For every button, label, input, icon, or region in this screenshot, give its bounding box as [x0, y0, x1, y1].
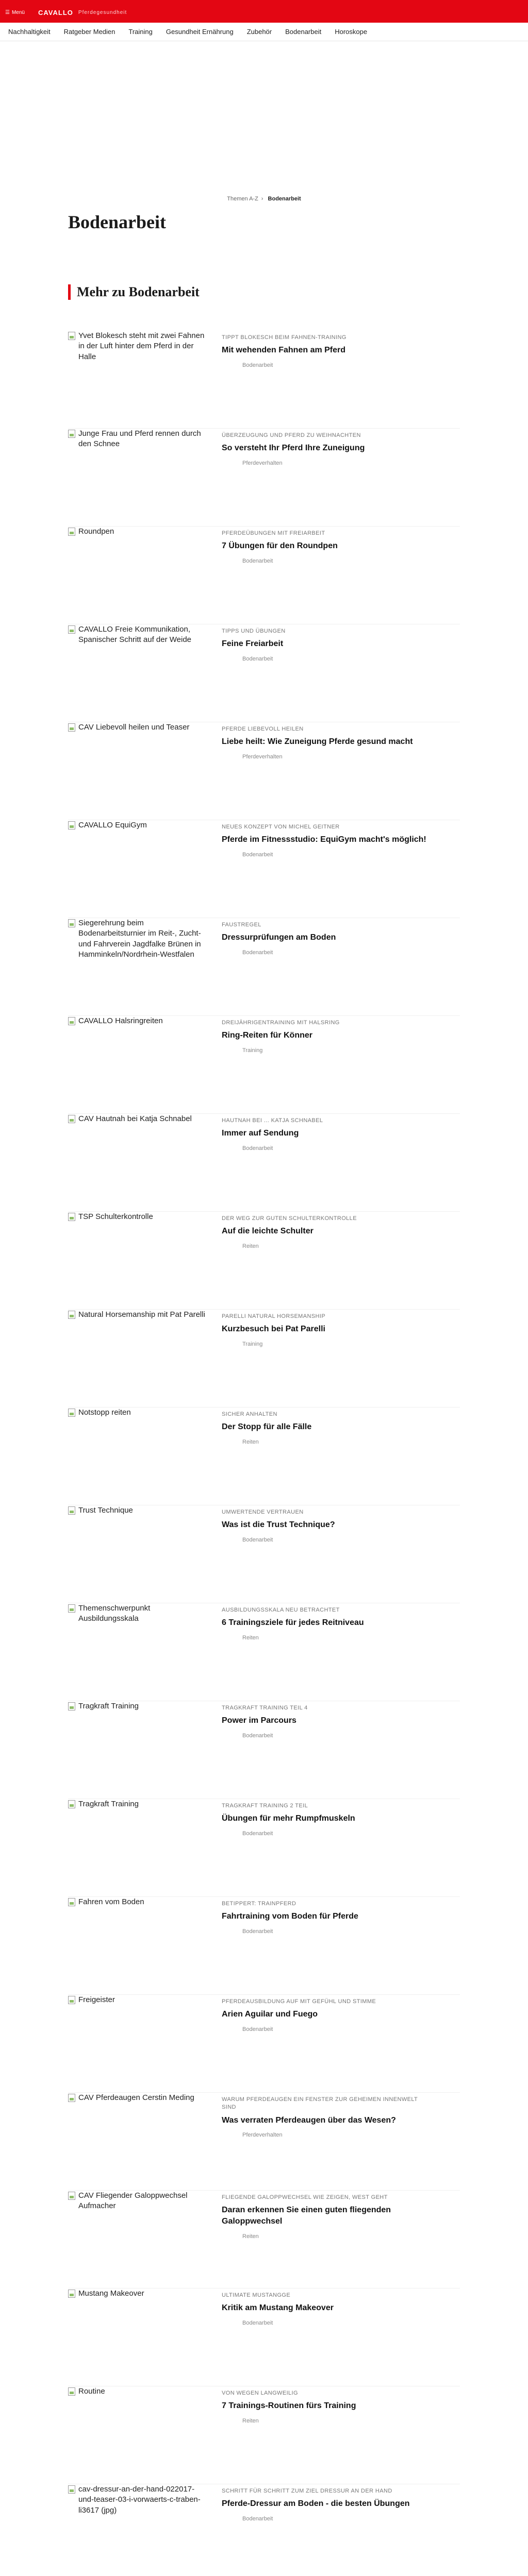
brand-logo[interactable]: [30, 2, 528, 23]
article-meta: [222, 722, 428, 820]
image-icon: [68, 1898, 75, 1906]
article-image[interactable]: [68, 2289, 207, 2355]
article-image[interactable]: [68, 722, 207, 789]
image-icon: [68, 1017, 75, 1025]
article-teaser[interactable]: [68, 1701, 460, 1799]
article-meta: [222, 1897, 428, 1994]
article-teaser[interactable]: [68, 1212, 460, 1310]
breadcrumb-current: Bodenarbeit: [268, 196, 301, 202]
article-meta: [222, 1799, 428, 1896]
article-headline[interactable]: 7 Trainings-Routinen fürs Training: [222, 2401, 356, 2411]
article-kicker: ULTIMATE MUSTANGGE: [222, 2292, 291, 2298]
article-meta: [222, 1212, 428, 1309]
article-teaser[interactable]: [68, 1505, 460, 1603]
nav-item[interactable]: Nachhaltigkeit: [8, 28, 51, 36]
article-tag[interactable]: Bodenarbeit: [242, 1732, 273, 1739]
article-image[interactable]: [68, 429, 207, 496]
article-kicker: PFERDE LIEBEVOLL HEILEN: [222, 726, 304, 732]
article-headline[interactable]: Arien Aguilar und Fuego: [222, 2010, 318, 2019]
article-teaser[interactable]: [68, 1995, 460, 2093]
article-meta: [222, 331, 428, 428]
article-image-alt: Freigeister: [78, 1995, 115, 2004]
article-teaser[interactable]: [68, 527, 460, 624]
article-meta: [222, 1603, 428, 1701]
article-headline[interactable]: So versteht Ihr Pferd Ihre Zuneigung: [222, 444, 365, 453]
article-meta: [222, 1505, 428, 1603]
image-icon: [68, 821, 75, 829]
article-meta: [222, 624, 428, 722]
article-image[interactable]: [68, 2484, 207, 2551]
article-teaser[interactable]: [68, 2191, 460, 2289]
article-teaser[interactable]: [68, 2093, 460, 2191]
article-image-alt: Mustang Makeover: [78, 2289, 144, 2298]
article-image-alt: CAV Pferdeaugen Cerstin Meding: [78, 2093, 194, 2102]
article-teaser[interactable]: [68, 2386, 460, 2484]
article-kicker: TIPPT BLOKESCH BEIM FAHNEN-TRAINING: [222, 334, 346, 341]
image-icon: [68, 723, 75, 732]
article-image-alt: Themenschwerpunkt Ausbildungsskala: [78, 1604, 151, 1623]
article-headline[interactable]: Daran erkennen Sie einen guten fliegenden Galoppwechsel: [222, 2206, 391, 2226]
article-teaser[interactable]: [68, 918, 460, 1016]
article-image[interactable]: [68, 1408, 207, 1475]
article-tag[interactable]: Pferdeverhalten: [242, 460, 283, 466]
article-headline[interactable]: Pferde im Fitnessstudio: EquiGym macht's möglich!: [222, 835, 426, 844]
article-image-alt: Fahren vom Boden: [78, 1897, 144, 1906]
article-image-alt: Tragkraft Training: [78, 1702, 139, 1710]
article-meta: [222, 1310, 428, 1407]
image-icon: [68, 2290, 75, 2298]
article-kicker: BETIPPERT: TRAINPFERD: [222, 1901, 296, 1907]
article-teaser[interactable]: [68, 1408, 460, 1505]
section-accent-bar: [68, 284, 71, 300]
article-teaser[interactable]: [68, 820, 460, 918]
article-kicker: WARUM PFERDEAUGEN EIN FENSTER ZUR GEHEIMEN INNENWELT SIND: [222, 2096, 418, 2111]
article-kicker: HAUTNAH BEI ... KATJA SCHNABEL: [222, 1117, 323, 1124]
image-icon: [68, 1506, 75, 1515]
image-icon: [68, 2094, 75, 2102]
article-teaser[interactable]: [68, 1603, 460, 1701]
article-image-alt: Yvet Blokesch steht mit zwei Fahnen in der Luft hinter dem Pferd in der Halle: [78, 331, 205, 361]
article-teaser[interactable]: [68, 331, 460, 429]
article-meta: [222, 2386, 428, 2484]
article-tag[interactable]: Bodenarbeit: [242, 1145, 273, 1151]
article-kicker: SICHER ANHALTEN: [222, 1411, 277, 1417]
article-headline[interactable]: Dressurprüfungen am Boden: [222, 933, 336, 942]
article-image[interactable]: [68, 1603, 207, 1670]
section-title: [68, 284, 460, 300]
nav-item[interactable]: Training: [128, 28, 153, 36]
article-teaser[interactable]: [68, 2289, 460, 2386]
article-image-alt: Natural Horsemanship mit Pat Parelli: [78, 1310, 205, 1319]
image-icon: [68, 2387, 75, 2396]
article-meta: [222, 1995, 428, 2092]
article-kicker: FAUSTREGEL: [222, 922, 261, 928]
menu-label: Menü: [11, 9, 25, 15]
article-teaser[interactable]: [68, 1016, 460, 1114]
article-headline[interactable]: Was ist die Trust Technique?: [222, 1520, 335, 1530]
article-teaser[interactable]: [68, 429, 460, 527]
article-image[interactable]: [68, 1212, 207, 1279]
image-icon: [68, 1604, 75, 1613]
article-kicker: FLIEGENDE GALOPPWECHSEL WIE ZEIGEN, WEST GEHT: [222, 2194, 388, 2200]
nav-item[interactable]: Ratgeber Medien: [63, 28, 116, 36]
article-headline[interactable]: Was verraten Pferdeaugen über das Wesen?: [222, 2115, 396, 2125]
breadcrumb: Themen A-Z › Bodenarbeit: [227, 196, 301, 202]
brand-name: CAVALLO: [38, 8, 73, 16]
nav-item[interactable]: Zubehör: [246, 28, 272, 36]
article-kicker: SCHRITT FÜR SCHRITT ZUM ZIEL DRESSUR AN DER HAND: [222, 2488, 392, 2494]
article-meta: [222, 1016, 428, 1113]
image-icon: [68, 1702, 75, 1710]
article-headline[interactable]: Mit wehenden Fahnen am Pferd: [222, 346, 346, 355]
article-meta: [222, 1114, 428, 1211]
article-kicker: VON WEGEN LANGWEILIG: [222, 2390, 298, 2396]
article-kicker: PARELLI NATURAL HORSEMANSHIP: [222, 1313, 326, 1319]
article-headline[interactable]: Kritik am Mustang Makeover: [222, 2303, 334, 2313]
image-icon: [68, 1800, 75, 1808]
article-tag[interactable]: Bodenarbeit: [242, 362, 273, 368]
article-headline[interactable]: Fahrtraining vom Boden für Pferde: [222, 1912, 358, 1921]
page-title: Bodenarbeit: [68, 212, 167, 232]
article-teaser[interactable]: [68, 2484, 460, 2576]
article-teaser[interactable]: [68, 1310, 460, 1408]
article-tag[interactable]: Bodenarbeit: [242, 2319, 273, 2326]
article-meta: [222, 2093, 428, 2190]
article-kicker: AUSBILDUNGSSKALA NEU BETRACHTET: [222, 1607, 340, 1613]
breadcrumb-home[interactable]: Themen A-Z: [227, 196, 258, 202]
article-headline[interactable]: Der Stopp für alle Fälle: [222, 1422, 312, 1432]
article-meta: [222, 820, 428, 918]
article-tag[interactable]: Bodenarbeit: [242, 851, 273, 858]
image-icon: [68, 1115, 75, 1123]
article-meta: [222, 2289, 428, 2386]
article-meta: [222, 527, 428, 624]
article-image-alt: cav-dressur-an-der-hand-022017-und-teaser-03-i-vorwaerts-c-traben-li3617 (jpg): [78, 2485, 201, 2515]
article-meta: [222, 2191, 428, 2288]
brand-bar: [0, 2, 528, 23]
image-icon: [68, 1996, 75, 2004]
article-image[interactable]: [68, 527, 207, 594]
article-tag[interactable]: Reiten: [242, 1438, 259, 1445]
image-icon: [68, 919, 75, 927]
article-image[interactable]: [68, 1897, 207, 1964]
image-icon: [68, 2485, 75, 2494]
article-kicker: DREIJÄHRIGENTRAINING MIT HALSRING: [222, 1020, 340, 1026]
image-icon: [68, 625, 75, 634]
article-image[interactable]: [68, 1310, 207, 1377]
article-image-alt: CAVALLO Halsringreiten: [78, 1016, 163, 1025]
article-headline[interactable]: Ring-Reiten für Könner: [222, 1031, 312, 1040]
image-icon: [68, 1213, 75, 1221]
article-kicker: UMWERTENDE VERTRAUEN: [222, 1509, 304, 1515]
article-teaser[interactable]: [68, 624, 460, 722]
article-teaser[interactable]: [68, 1114, 460, 1212]
article-headline[interactable]: Liebe heilt: Wie Zuneigung Pferde gesund macht: [222, 737, 413, 747]
article-teaser[interactable]: [68, 722, 460, 820]
article-headline[interactable]: 6 Trainingsziele für jedes Reitniveau: [222, 1618, 364, 1628]
image-icon: [68, 528, 75, 536]
article-meta: [222, 918, 428, 1015]
article-image-alt: CAV Liebevoll heilen und Teaser: [78, 723, 190, 732]
article-tag[interactable]: Bodenarbeit: [242, 1928, 273, 1935]
nav-item[interactable]: Bodenarbeit: [285, 28, 322, 36]
article-tag[interactable]: Bodenarbeit: [242, 1536, 273, 1543]
nav-item[interactable]: Gesundheit Ernährung: [166, 28, 234, 36]
article-tag[interactable]: Bodenarbeit: [242, 1830, 273, 1837]
article-image-alt: CAVALLO EquiGym: [78, 821, 147, 829]
article-tag[interactable]: Bodenarbeit: [242, 2515, 273, 2522]
article-headline[interactable]: Feine Freiarbeit: [222, 639, 284, 649]
article-image-alt: Notstopp reiten: [78, 1408, 131, 1417]
article-image-alt: CAVALLO Freie Kommunikation, Spanischer Schritt auf der Weide: [78, 625, 192, 645]
article-image[interactable]: [68, 918, 207, 985]
article-image[interactable]: [68, 1799, 207, 1866]
article-image[interactable]: [68, 624, 207, 691]
article-image-alt: CAV Fliegender Galoppwechsel Aufmacher: [78, 2191, 188, 2211]
brand-sub: Pferdegesundheit: [78, 9, 127, 15]
article-kicker: TRAGKRAFT TRAINING 2 TEIL: [222, 1803, 308, 1809]
article-image-alt: Siegerehrung beim Bodenarbeitsturnier im Reit-, Zucht- und Fahrverein Jagdfalke Brünen in Hamminkeln/Nordrhein-Westfalen: [78, 919, 201, 959]
image-icon: [68, 1409, 75, 1417]
main-content: [68, 41, 460, 2576]
article-headline[interactable]: Kurzbesuch bei Pat Parelli: [222, 1325, 325, 1334]
article-image-alt: TSP Schulterkontrolle: [78, 1212, 153, 1221]
article-image[interactable]: [68, 2093, 207, 2160]
article-image-alt: Routine: [78, 2387, 105, 2396]
article-image[interactable]: [68, 331, 207, 398]
nav-item[interactable]: Horoskope: [335, 28, 368, 36]
article-meta: [222, 429, 428, 526]
article-tag[interactable]: Reiten: [242, 1634, 259, 1641]
main-nav: [0, 23, 528, 41]
article-image[interactable]: [68, 2191, 207, 2258]
article-tag[interactable]: Bodenarbeit: [242, 655, 273, 662]
article-meta: [222, 1701, 428, 1799]
image-icon: [68, 430, 75, 438]
image-icon: [68, 1311, 75, 1319]
article-headline[interactable]: 7 Übungen für den Roundpen: [222, 541, 338, 551]
image-icon: [68, 332, 75, 340]
article-image-alt: Roundpen: [78, 527, 114, 536]
article-headline[interactable]: Immer auf Sendung: [222, 1129, 299, 1138]
article-kicker: DER WEG ZUR GUTEN SCHULTERKONTROLLE: [222, 1215, 357, 1222]
article-tag[interactable]: Reiten: [242, 2233, 259, 2240]
article-image[interactable]: [68, 1701, 207, 1768]
article-tag[interactable]: Bodenarbeit: [242, 557, 273, 564]
article-teaser[interactable]: [68, 1799, 460, 1897]
image-icon: [68, 2192, 75, 2200]
article-meta: [222, 2484, 428, 2576]
article-meta: [222, 1408, 428, 1505]
article-image[interactable]: [68, 1114, 207, 1181]
article-kicker: TIPPS UND ÜBUNGEN: [222, 628, 286, 634]
article-image-alt: Tragkraft Training: [78, 1800, 139, 1808]
article-teaser[interactable]: [68, 1897, 460, 1995]
article-tag[interactable]: Training: [242, 1047, 263, 1054]
article-headline[interactable]: Übungen für mehr Rumpfmuskeln: [222, 1814, 355, 1823]
article-image[interactable]: [68, 1505, 207, 1572]
article-kicker: ÜBERZEUGUNG UND PFERD ZU WEIHNACHTEN: [222, 432, 361, 438]
article-image-alt: CAV Hautnah bei Katja Schnabel: [78, 1114, 192, 1123]
article-image-alt: Junge Frau und Pferd rennen durch den Schnee: [78, 429, 201, 449]
article-kicker: PFERDEAUSBILDUNG AUF MIT GEFÜHL UND STIMME: [222, 1998, 376, 2005]
article-kicker: TRAGKRAFT TRAINING TEIL 4: [222, 1705, 308, 1711]
article-list: [68, 331, 460, 2576]
article-tag[interactable]: Bodenarbeit: [242, 2026, 273, 2032]
article-headline[interactable]: Power im Parcours: [222, 1716, 296, 1725]
article-tag[interactable]: Reiten: [242, 1243, 259, 1249]
article-image[interactable]: [68, 1995, 207, 2062]
article-headline[interactable]: Pferde-Dressur am Boden - die besten Übungen: [222, 2499, 410, 2509]
article-image-alt: Trust Technique: [78, 1506, 133, 1515]
article-kicker: NEUES KONZEPT VON MICHEL GEITNER: [222, 824, 340, 830]
article-image[interactable]: [68, 2386, 207, 2453]
article-kicker: PFERDEÜBUNGEN MIT FREIARBEIT: [222, 530, 325, 536]
article-headline[interactable]: Auf die leichte Schulter: [222, 1227, 314, 1236]
hamburger-icon: ☰: [5, 9, 10, 15]
article-tag[interactable]: Bodenarbeit: [242, 949, 273, 956]
section-title-text: Mehr zu Bodenarbeit: [77, 284, 200, 299]
article-image[interactable]: [68, 1016, 207, 1083]
article-image[interactable]: [68, 820, 207, 887]
article-tag[interactable]: Reiten: [242, 2417, 259, 2424]
article-tag[interactable]: Pferdeverhalten: [242, 2132, 283, 2139]
article-tag[interactable]: Training: [242, 1341, 263, 1347]
article-tag[interactable]: Pferdeverhalten: [242, 753, 283, 760]
menu-button[interactable]: [0, 2, 30, 23]
